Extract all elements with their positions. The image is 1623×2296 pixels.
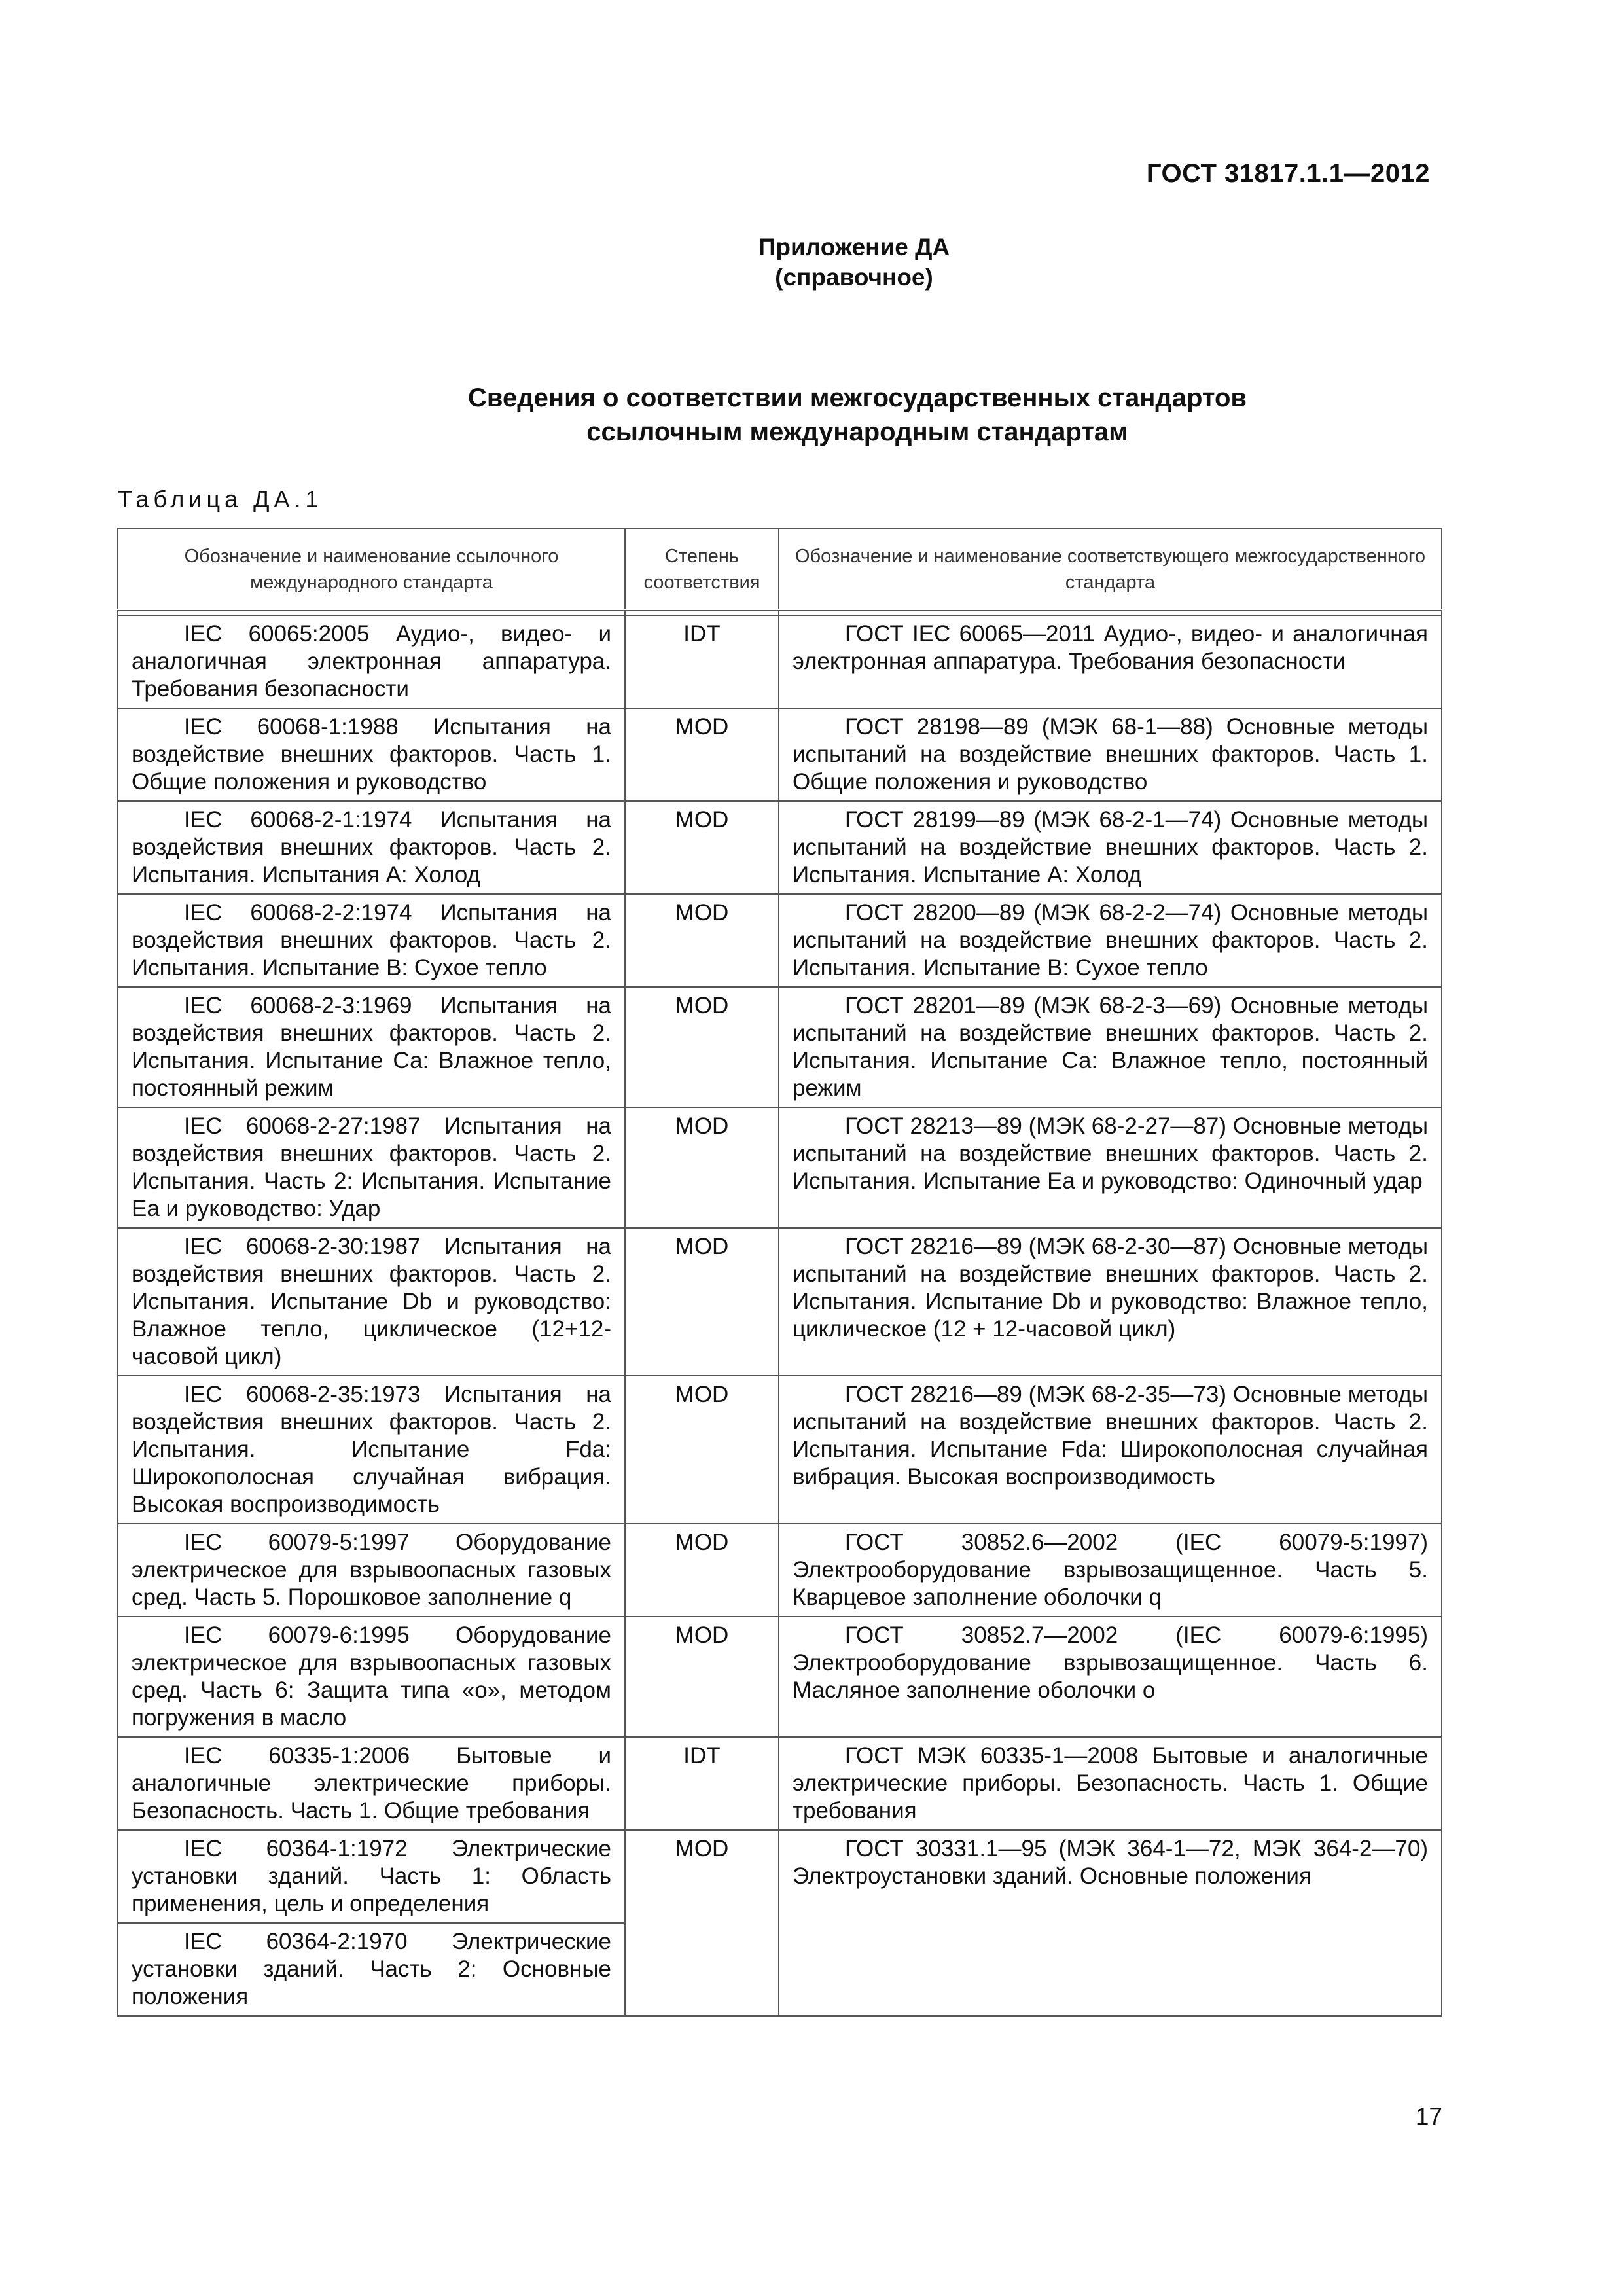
cell-degree: MOD <box>625 801 779 894</box>
cell-international: IEC 60335-1:2006 Бытовые и аналогичные электрические приборы. Безопасность. Часть 1. Общие требования <box>118 1737 625 1830</box>
cell-international: IEC 60068-2-1:1974 Испытания на воздействия внешних факторов. Часть 2. Испытания. Испытания А: Холод <box>118 801 625 894</box>
cell-international: IEC 60068-2-30:1987 Испытания на воздействия внешних факторов. Часть 2. Испытания. Испытание Db и руководство: Влажное тепло, циклическое (12+12-часовой цикл) <box>118 1228 625 1376</box>
page-number: 17 <box>1415 2103 1442 2130</box>
cell-international: IEC 60079-5:1997 Оборудование электрическое для взрывоопасных газовых сред. Часть 5. Порошковое заполнение q <box>118 1524 625 1617</box>
document-code: ГОСТ 31817.1.1—2012 <box>1146 159 1430 188</box>
table-row <box>118 801 1442 894</box>
table-row <box>118 1376 1442 1524</box>
table-label: Таблица ДА.1 <box>118 486 323 512</box>
cell-degree: MOD <box>625 1107 779 1228</box>
cell-degree: MOD <box>625 1617 779 1737</box>
cell-degree: IDT <box>625 1737 779 1830</box>
cell-interstate: ГОСТ 30331.1—95 (МЭК 364-1—72, МЭК 364-2—70) Электроустановки зданий. Основные положения <box>779 1830 1442 2016</box>
cell-interstate: ГОСТ 30852.7—2002 (IEC 60079-6:1995) Электрооборудование взрывозащищенное. Часть 6. Масляное заполнение оболочки о <box>779 1617 1442 1737</box>
appendix-label: Приложение ДА <box>758 234 950 260</box>
table-row <box>118 987 1442 1107</box>
cell-degree: MOD <box>625 708 779 801</box>
table-row <box>118 1617 1442 1737</box>
table-row <box>118 1524 1442 1617</box>
cell-interstate: ГОСТ IEC 60065—2011 Аудио-, видео- и аналогичная электронная аппаратура. Требования безопасности <box>779 615 1442 708</box>
table-row <box>118 894 1442 987</box>
title-line-2: ссылочным международным стандартам <box>586 418 1128 446</box>
cell-interstate: ГОСТ 28213—89 (МЭК 68-2-27—87) Основные методы испытаний на воздействие внешних факторов. Часть 2. Испытания. Испытание Еа и руководство: Одиночный удар <box>779 1107 1442 1228</box>
cell-interstate: ГОСТ 28201—89 (МЭК 68-2-3—69) Основные методы испытаний на воздействие внешних факторов. Часть 2. Испытания. Испытание Са: Влажное тепло, постоянный режим <box>779 987 1442 1107</box>
appendix-heading <box>0 232 1623 293</box>
table-header-row <box>118 528 1442 610</box>
cell-degree: MOD <box>625 1524 779 1617</box>
header-separator <box>118 610 1442 616</box>
appendix-type: (справочное) <box>775 264 933 291</box>
cell-interstate: ГОСТ 28199—89 (МЭК 68-2-1—74) Основные методы испытаний на воздействие внешних факторов. Часть 2. Испытания. Испытание А: Холод <box>779 801 1442 894</box>
cell-degree: MOD <box>625 894 779 987</box>
cell-international: IEC 60065:2005 Аудио-, видео- и аналогичная электронная аппаратура. Требования безопасности <box>118 615 625 708</box>
cell-international: IEC 60068-2-35:1973 Испытания на воздействия внешних факторов. Часть 2. Испытания. Испытание Fda: Широкополосная случайная вибрация. Высокая воспроизводимость <box>118 1376 625 1524</box>
table-row <box>118 1830 1442 1923</box>
cell-degree: MOD <box>625 1830 779 2016</box>
title-line-1: Сведения о соответствии межгосударственных стандартов <box>468 384 1247 412</box>
cell-international: IEC 60079-6:1995 Оборудование электрическое для взрывоопасных газовых сред. Часть 6: Защита типа «о», методом погружения в масло <box>118 1617 625 1737</box>
header-international: Обозначение и наименование ссылочного международного стандарта <box>118 528 625 610</box>
cell-interstate: ГОСТ 28216—89 (МЭК 68-2-30—87) Основные методы испытаний на воздействие внешних факторов. Часть 2. Испытания. Испытание Db и руководство: Влажное тепло, циклическое (12 + 12-часовой цикл) <box>779 1228 1442 1376</box>
cell-international: IEC 60068-2-2:1974 Испытания на воздействия внешних факторов. Часть 2. Испытания. Испытание В: Сухое тепло <box>118 894 625 987</box>
cell-interstate: ГОСТ 28198—89 (МЭК 68-1—88) Основные методы испытаний на воздействие внешних факторов. Часть 1. Общие положения и руководство <box>779 708 1442 801</box>
table-row <box>118 708 1442 801</box>
cell-interstate: ГОСТ 30852.6—2002 (IEC 60079-5:1997) Электрооборудование взрывозащищенное. Часть 5. Кварцевое заполнение оболочки q <box>779 1524 1442 1617</box>
cell-degree: MOD <box>625 987 779 1107</box>
cell-international: IEC 60068-2-27:1987 Испытания на воздействия внешних факторов. Часть 2. Испытания. Часть 2: Испытания. Испытание Еа и руководство: Удар <box>118 1107 625 1228</box>
cell-international: IEC 60068-2-3:1969 Испытания на воздействия внешних факторов. Часть 2. Испытания. Испытание Са: Влажное тепло, постоянный режим <box>118 987 625 1107</box>
header-degree: Степень соответствия <box>625 528 779 610</box>
cell-interstate: ГОСТ 28200—89 (МЭК 68-2-2—74) Основные методы испытаний на воздействие внешних факторов. Часть 2. Испытания. Испытание В: Сухое тепло <box>779 894 1442 987</box>
page-title <box>0 381 1623 449</box>
cell-international: IEC 60364-2:1970 Электрические установки зданий. Часть 2: Основные положения <box>118 1923 625 2016</box>
cell-degree: IDT <box>625 615 779 708</box>
cell-international: IEC 60364-1:1972 Электрические установки зданий. Часть 1: Область применения, цель и определения <box>118 1830 625 1923</box>
cell-degree: MOD <box>625 1376 779 1524</box>
cell-international: IEC 60068-1:1988 Испытания на воздействие внешних факторов. Часть 1. Общие положения и руководство <box>118 708 625 801</box>
cell-interstate: ГОСТ 28216—89 (МЭК 68-2-35—73) Основные методы испытаний на воздействие внешних факторов. Часть 2. Испытания. Испытание Fda: Широкополосная случайная вибрация. Высокая воспроизводимость <box>779 1376 1442 1524</box>
cell-degree: MOD <box>625 1228 779 1376</box>
table-row <box>118 1737 1442 1830</box>
table-row <box>118 615 1442 708</box>
table-row <box>118 1107 1442 1228</box>
header-interstate: Обозначение и наименование соответствующего межгосударственного стандарта <box>779 528 1442 610</box>
cell-interstate: ГОСТ МЭК 60335-1—2008 Бытовые и аналогичные электрические приборы. Безопасность. Часть 1. Общие требования <box>779 1737 1442 1830</box>
correspondence-table <box>117 528 1442 2017</box>
table-row <box>118 1228 1442 1376</box>
